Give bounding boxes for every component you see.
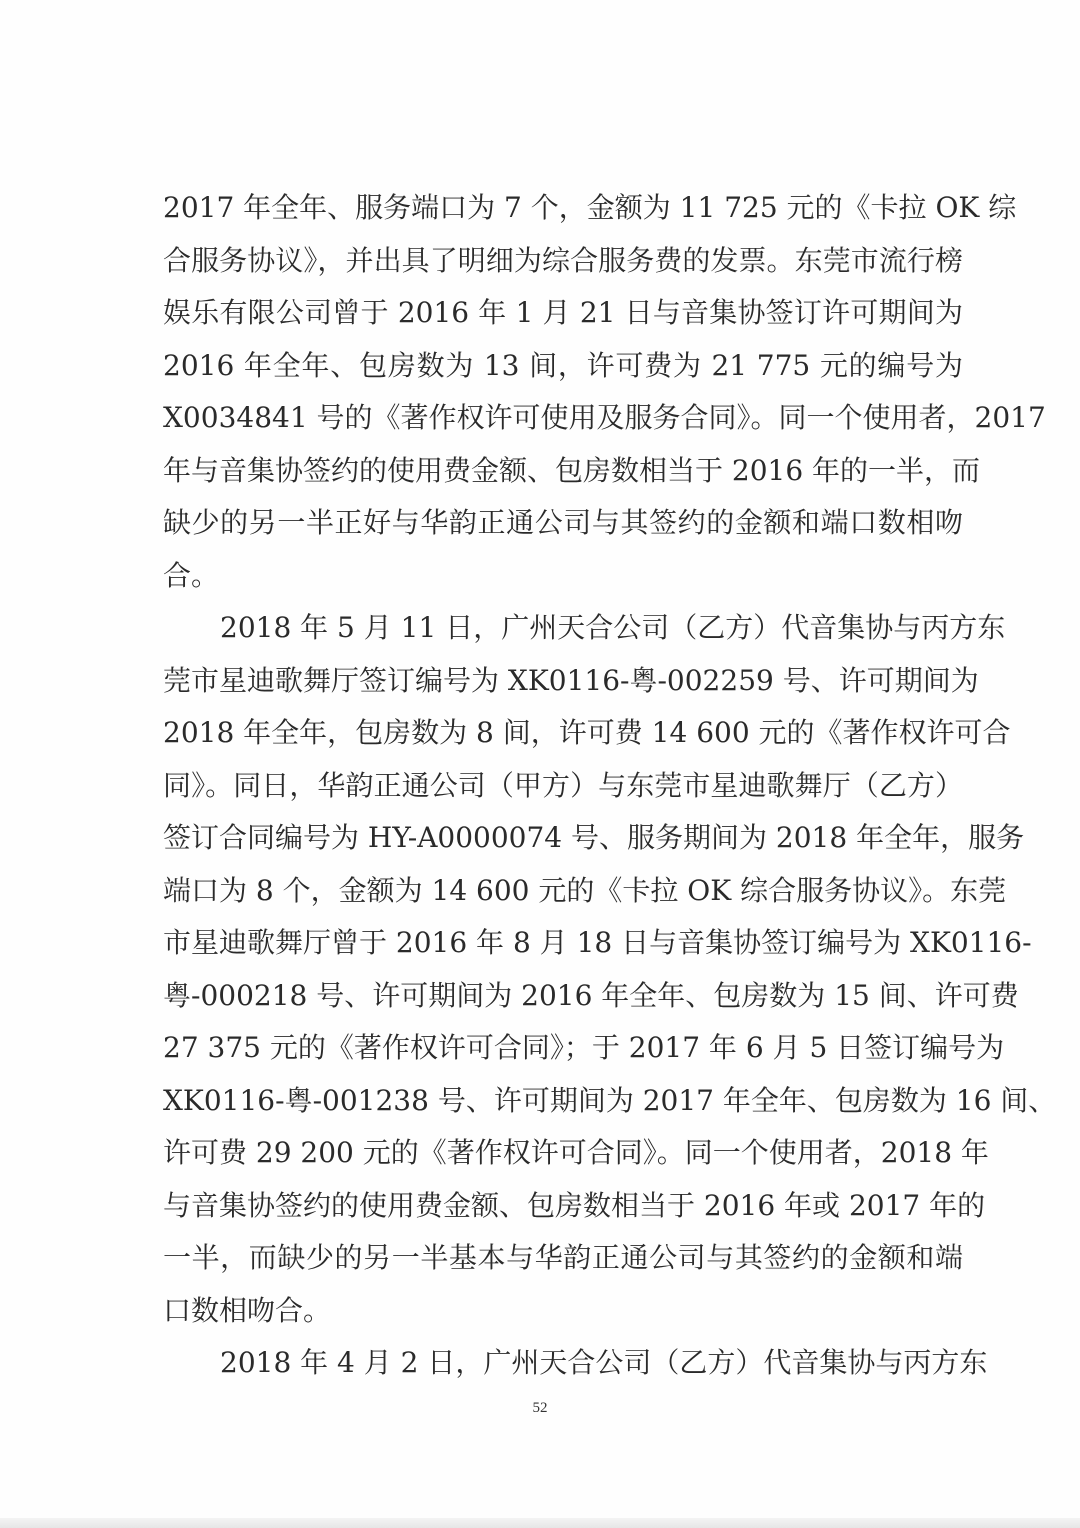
text-line: 端口为 8 个，金额为 14 600 元的《卡拉 OK 综合服务协议》。东莞 bbox=[163, 873, 1007, 907]
text-line: X0034841 号的《著作权许可使用及服务合同》。同一个使用者，2017 bbox=[163, 401, 1046, 434]
text-line: 2017 年全年、服务端口为 7 个，金额为 11 725 元的《卡拉 OK 综 bbox=[163, 191, 1017, 224]
text-line: 签订合同编号为 HY-A0000074 号、服务期间为 2018 年全年，服务 bbox=[163, 821, 1025, 854]
text-line: 缺少的另一半正好与华韵正通公司与其签约的金额和端口数相吻 bbox=[163, 506, 963, 539]
text-line: 合。 bbox=[163, 558, 220, 592]
text-line: 27 375 元的《著作权许可合同》；于 2017 年 6 月 5 日签订编号为 bbox=[163, 1031, 1005, 1064]
text-line: 与音集协签约的使用费金额、包房数相当于 2016 年或 2017 年的 bbox=[163, 1188, 986, 1222]
text-line: 市星迪歌舞厅曾于 2016 年 8 月 18 日与音集协签订编号为 XK0116- bbox=[163, 926, 1032, 959]
body-text bbox=[163, 182, 1057, 1390]
text-line: 莞市星迪歌舞厅签订编号为 XK0116-粤-002259 号、许可期间为 bbox=[163, 663, 979, 697]
text-line: XK0116-粤-001238 号、许可期间为 2017 年全年、包房数为 16 间、 bbox=[163, 1083, 1057, 1117]
text-line: 同》。同日，华韵正通公司（甲方）与东莞市星迪歌舞厅（乙方） bbox=[163, 768, 963, 802]
text-line: 口数相吻合。 bbox=[163, 1293, 332, 1327]
page-bottom-edge bbox=[0, 1518, 1080, 1528]
text-line: 娱乐有限公司曾于 2016 年 1 月 21 日与音集协签订许可期间为 bbox=[163, 296, 963, 329]
text-line: 年与音集协签约的使用费金额、包房数相当于 2016 年的一半，而 bbox=[163, 453, 981, 487]
text-line: 2018 年全年，包房数为 8 间，许可费 14 600 元的《著作权许可合 bbox=[163, 716, 1011, 749]
text-line: 2016 年全年、包房数为 13 间，许可费为 21 775 元的编号为 bbox=[163, 348, 963, 382]
page-number: 52 bbox=[532, 1400, 548, 1416]
text-line: 许可费 29 200 元的《著作权许可合同》。同一个使用者，2018 年 bbox=[163, 1136, 989, 1169]
text-line: 2018 年 5 月 11 日，广州天合公司（乙方）代音集协与丙方东 bbox=[220, 611, 1006, 644]
text-line: 一半，而缺少的另一半基本与华韵正通公司与其签约的金额和端 bbox=[163, 1241, 963, 1274]
text-line: 合服务协议》，并出具了明细为综合服务费的发票。东莞市流行榜 bbox=[163, 243, 963, 277]
text-line: 粤-000218 号、许可期间为 2016 年全年、包房数为 15 间、许可费 bbox=[163, 978, 1019, 1012]
text-line: 2018 年 4 月 2 日，广州天合公司（乙方）代音集协与丙方东 bbox=[220, 1346, 988, 1379]
